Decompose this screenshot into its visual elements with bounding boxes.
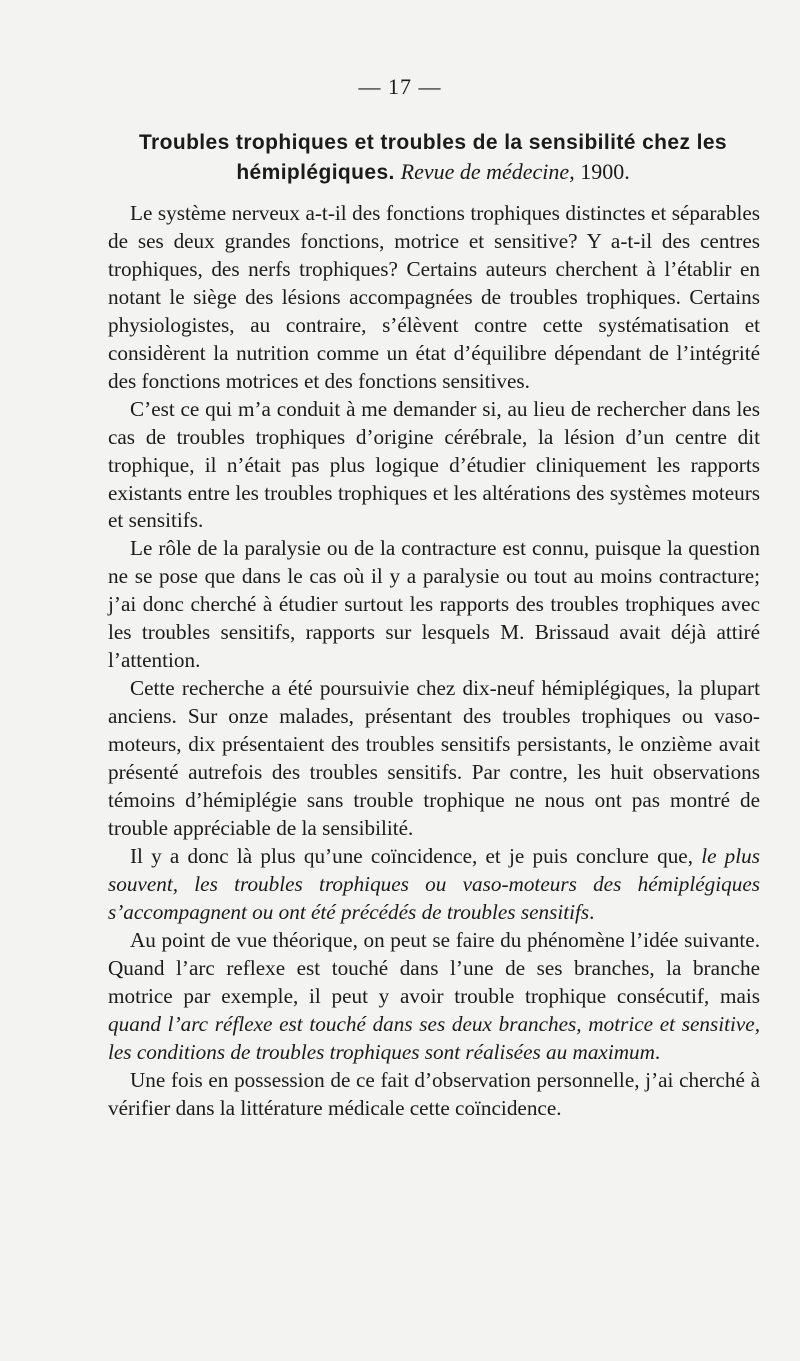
paragraph-5-tail: .	[589, 899, 595, 924]
paragraph-3: Le rôle de la paralysie ou de la contracture est connu, puisque la question ne se pose que dans le cas où il y a paralysie ou tout au moins contracture; j’ai donc cherché à étudier surtout les rapports des troubles trophiques avec les troubles sensitifs, rapports sur lesquels M. Brissaud avait déjà attiré l’attention.	[108, 536, 760, 673]
page-number: — 17 —	[358, 74, 442, 99]
paragraph-4: Cette recherche a été poursuivie chez dix-neuf hémiplégiques, la plupart anciens. Sur onze malades, présentant des troubles trophiques ou vaso-moteurs, dix présentaient des troubles sensitifs persistants, le onzième avait présenté autrefois des troubles sensitifs. Par contre, les huit observations témoins d’hémiplégie sans trouble trophique ne nous ont pas montré de trouble appréciable de la sensibilité.	[108, 676, 760, 840]
journal-name: Revue de médecine	[400, 159, 570, 184]
article-title: Troubles trophiques et troubles de la sensibilité chez les hémiplégiques.	[138, 131, 727, 184]
paragraph-6	[108, 927, 760, 1067]
paragraph-7: Une fois en possession de ce fait d’observation personnelle, j’ai cherché à vérifier dans la littérature médicale cette coïncidence.	[108, 1067, 760, 1120]
article-heading	[108, 128, 758, 187]
paragraph-5-lead: Il y a donc là plus qu’une coïncidence, et je puis conclure que,	[130, 843, 702, 868]
article-body	[108, 200, 760, 1122]
paragraph-6-tail: .	[654, 1039, 661, 1064]
paragraph-2: C’est ce qui m’a conduit à me demander si, au lieu de rechercher dans les cas de troubles trophiques d’origine cérébrale, la lésion d’un centre dit trophique, il n’était pas plus logique d’étudier cliniquement les rapports existants entre les troubles trophiques et les altérations des systèmes moteurs et sensitifs.	[108, 396, 760, 533]
paragraph-6-italic: quand l’arc réflexe est touché dans ses deux branches, motrice et sensitive, les conditions de troubles trophiques sont réalisées au maximum	[108, 1011, 760, 1064]
paragraph-5-italic: le plus souvent, les troubles trophiques ou vaso-moteurs des hémiplégiques s’accompagnent ou ont été précédés de troubles sensitifs	[108, 843, 760, 924]
paragraph-6-lead: Au point de vue théorique, on peut se faire du phénomène l’idée suivante. Quand l’arc reflexe est touché dans l’une de ses branches, la branche motrice par exemple, il peut y avoir trouble trophique consécutif, mais	[108, 927, 760, 1008]
paragraph-1: Le système nerveux a-t-il des fonctions trophiques distinctes et séparables de ses deux grandes fonctions, motrice et sensitive? Y a-t-il des centres trophiques, des nerfs trophiques? Certains auteurs cherchent à l’établir en notant le siège des lésions accompagnées de troubles trophiques. Certains physiologistes, au contraire, s’élèvent contre cette systématisation et considèrent la nutrition comme un état d’équilibre dépendant de l’intégrité des fonctions motrices et des fonctions sensitives.	[108, 201, 760, 393]
paragraph-5	[108, 843, 760, 927]
publication-year: , 1900.	[569, 159, 630, 184]
